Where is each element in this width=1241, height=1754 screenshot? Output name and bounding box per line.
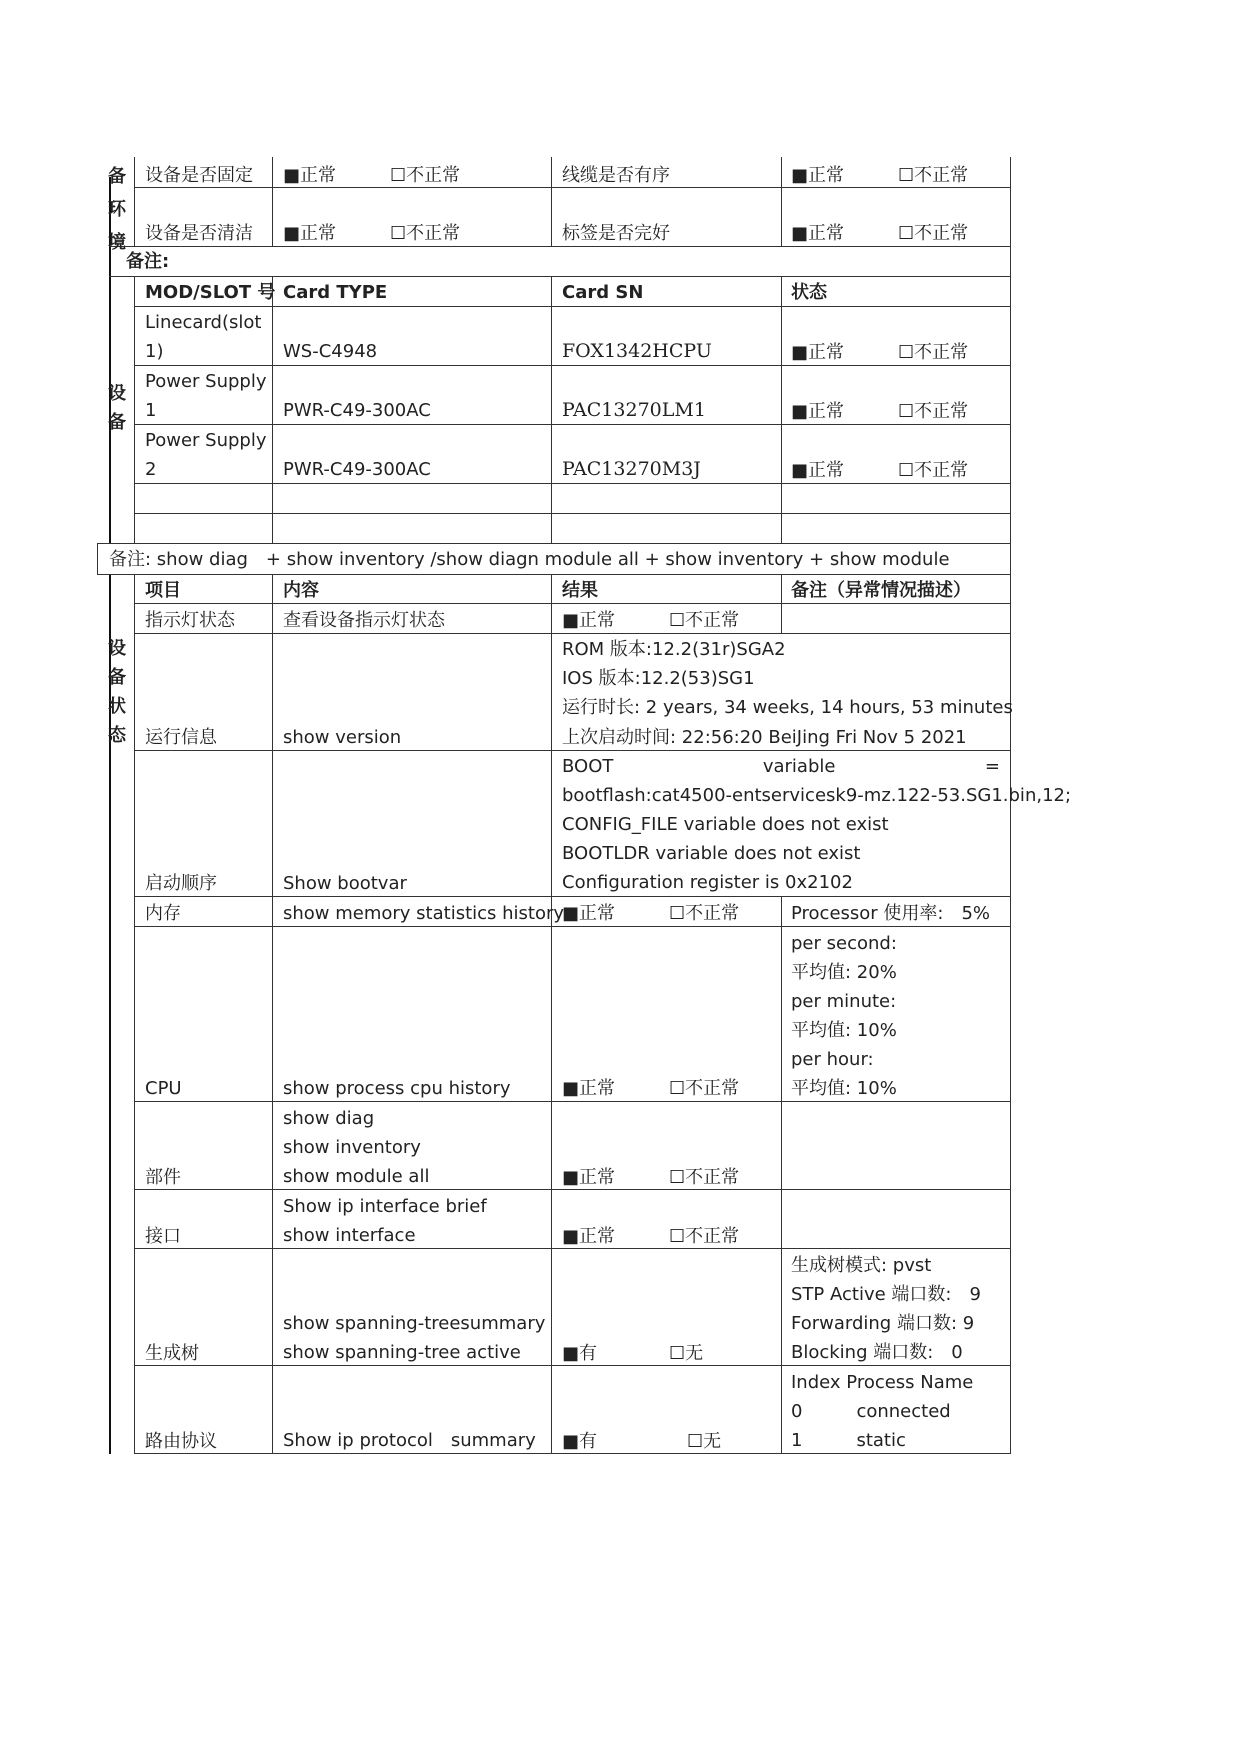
row-line	[134, 603, 1010, 604]
hw-header-type: Card TYPE	[283, 282, 388, 303]
route-note-line: 0 connected	[791, 1401, 951, 1422]
hw-row-type: PWR-C49-300AC	[283, 459, 431, 480]
hw-header-status: 状态	[791, 282, 827, 303]
stp-note-line: Blocking 端口数: 0	[791, 1342, 963, 1363]
col-line-3c	[551, 574, 552, 1454]
row-line	[134, 1189, 1010, 1190]
env-result-fixed[interactable]: ■正常 ☐不正常	[283, 165, 461, 186]
indicator-content: 查看设备指示灯状态	[283, 610, 445, 631]
col-line-4a	[781, 157, 782, 247]
stp-item: 生成树	[145, 1343, 199, 1364]
hw-row-slot-line2: 1	[145, 400, 157, 421]
row-line	[134, 896, 1010, 897]
memory-item: 内存	[145, 903, 181, 924]
stp-content-line: show spanning-tree active	[283, 1342, 521, 1363]
cpu-item: CPU	[145, 1078, 182, 1099]
row-line	[97, 543, 1010, 544]
row-line	[134, 1248, 1010, 1249]
cpu-content: show process cpu history	[283, 1078, 511, 1099]
env-item-clean: 设备是否清洁	[145, 223, 253, 244]
stp-note-line: 生成树模式: pvst	[791, 1255, 932, 1276]
hw-row-slot-line2: 2	[145, 459, 157, 480]
boot-line: Configuration register is 0x2102	[562, 872, 853, 893]
status-header-content: 内容	[283, 580, 319, 601]
boot-item: 启动顺序	[145, 873, 217, 894]
hw-row-type: WS-C4948	[283, 341, 378, 362]
runinfo-line: 运行时长: 2 years, 34 weeks, 14 hours, 53 minutes	[562, 697, 1013, 718]
hw-header-sn: Card SN	[562, 282, 644, 303]
stp-content-line: show spanning-treesummary	[283, 1313, 546, 1334]
col-line-3b	[551, 276, 552, 544]
indicator-item: 指示灯状态	[145, 610, 235, 631]
hw-note: 备注: show diag + show inventory /show diagn module all + show inventory + show module	[109, 549, 950, 570]
cpu-result[interactable]: ■正常 ☐不正常	[562, 1078, 740, 1099]
parts-item: 部件	[145, 1167, 181, 1188]
env-note: 备注:	[126, 251, 170, 272]
boot-line: bootflash:cat4500-entservicesk9-mz.122-53.SG1.bin,12;	[562, 785, 1072, 806]
parts-content-line: show inventory	[283, 1137, 421, 1158]
memory-result[interactable]: ■正常 ☐不正常	[562, 903, 740, 924]
boot-variable-line: BOOT variable =	[562, 756, 1000, 777]
hw-row-sn: PAC13270M3J	[562, 458, 701, 480]
runinfo-line: ROM 版本:12.2(31r)SGA2	[562, 639, 786, 660]
row-line	[134, 1453, 1010, 1454]
cpu-note-line: per second:	[791, 933, 897, 954]
row-line	[134, 187, 1010, 188]
hw-row-sn: FOX1342HCPU	[562, 340, 712, 362]
col-line-2a	[272, 157, 273, 247]
row-line	[134, 926, 1010, 927]
boot-line: BOOTLDR variable does not exist	[562, 843, 861, 864]
boot-content: Show bootvar	[283, 873, 407, 894]
col-line-3a	[551, 157, 552, 247]
env-item-fixed: 设备是否固定	[145, 165, 253, 186]
hw-row-slot-line1: Power Supply	[145, 430, 267, 451]
status-header-item: 项目	[145, 580, 181, 601]
section-label-hardware: 设 备	[108, 383, 126, 433]
hw-row-slot-line1: Linecard(slot	[145, 312, 262, 333]
status-header-result: 结果	[562, 580, 598, 601]
row-line	[134, 365, 1010, 366]
row-line	[134, 1101, 1010, 1102]
col-line-4d	[781, 896, 782, 1454]
col-line-4b	[781, 276, 782, 544]
row-line	[109, 246, 1010, 247]
iface-result[interactable]: ■正常 ☐不正常	[562, 1226, 740, 1247]
hw-row-status[interactable]: ■正常 ☐不正常	[791, 342, 969, 363]
col-line-1c	[134, 574, 135, 1454]
route-result[interactable]: ■有 ☐无	[562, 1431, 722, 1452]
runinfo-line: 上次启动时间: 22:56:20 BeiJing Fri Nov 5 2021	[562, 727, 967, 748]
row-line	[134, 633, 1010, 634]
col-line-2c	[272, 574, 273, 1454]
hw-row-type: PWR-C49-300AC	[283, 400, 431, 421]
cpu-note-line: 平均值: 20%	[791, 962, 897, 983]
hw-row-sn: PAC13270LM1	[562, 399, 706, 421]
route-note-line: 1 static	[791, 1430, 906, 1451]
hw-row-status[interactable]: ■正常 ☐不正常	[791, 401, 969, 422]
parts-content-line: show module all	[283, 1166, 430, 1187]
row-line	[134, 1365, 1010, 1366]
indicator-result[interactable]: ■正常 ☐不正常	[562, 610, 740, 631]
parts-result[interactable]: ■正常 ☐不正常	[562, 1167, 740, 1188]
section-label-status: 设 备 状 态	[108, 638, 126, 746]
left-border-note	[97, 544, 98, 574]
iface-content-line: Show ip interface brief	[283, 1196, 487, 1217]
row-line	[134, 306, 1010, 307]
parts-content-line: show diag	[283, 1108, 375, 1129]
iface-item: 接口	[145, 1226, 181, 1247]
route-item: 路由协议	[145, 1431, 217, 1452]
route-content: Show ip protocol summary	[283, 1430, 536, 1451]
env-result-clean[interactable]: ■正常 ☐不正常	[283, 223, 461, 244]
cpu-note-line: per minute:	[791, 991, 897, 1012]
env-item-cables: 线缆是否有序	[562, 165, 670, 186]
route-note-line: Index Process Name	[791, 1372, 974, 1393]
runinfo-content: show version	[283, 727, 402, 748]
boot-line: CONFIG_FILE variable does not exist	[562, 814, 889, 835]
stp-note-line: STP Active 端口数: 9	[791, 1284, 981, 1305]
memory-note: Processor 使用率: 5%	[791, 903, 991, 924]
row-line	[97, 574, 1010, 575]
runinfo-line: IOS 版本:12.2(53)SG1	[562, 668, 755, 689]
row-line	[134, 424, 1010, 425]
memory-content: show memory statistics history	[283, 903, 565, 924]
col-line-1b	[134, 276, 135, 544]
env-result-labels[interactable]: ■正常 ☐不正常	[791, 223, 969, 244]
hw-row-slot-line1: Power Supply	[145, 371, 267, 392]
stp-result[interactable]: ■有 ☐无	[562, 1343, 704, 1364]
env-result-cables[interactable]: ■正常 ☐不正常	[791, 165, 969, 186]
row-line	[134, 750, 1010, 751]
row-line	[134, 483, 1010, 484]
cpu-note-line: 平均值: 10%	[791, 1020, 897, 1041]
cpu-note-line: 平均值: 10%	[791, 1078, 897, 1099]
cpu-note-line: per hour:	[791, 1049, 874, 1070]
hw-row-slot-line2: 1)	[145, 341, 164, 362]
status-header-note: 备注（异常情况描述）	[791, 580, 971, 601]
section-label-environment: 备 环 境	[108, 166, 126, 253]
iface-content-line: show interface	[283, 1225, 416, 1246]
col-line-4c	[781, 574, 782, 634]
stp-note-line: Forwarding 端口数: 9	[791, 1313, 975, 1334]
hw-row-status[interactable]: ■正常 ☐不正常	[791, 460, 969, 481]
runinfo-item: 运行信息	[145, 727, 217, 748]
env-item-labels: 标签是否完好	[562, 223, 670, 244]
row-line	[134, 513, 1010, 514]
hw-header-slot: MOD/SLOT 号	[145, 282, 276, 303]
row-line	[109, 276, 1010, 277]
col-line-1a	[134, 157, 135, 247]
col-line-2b	[272, 276, 273, 544]
